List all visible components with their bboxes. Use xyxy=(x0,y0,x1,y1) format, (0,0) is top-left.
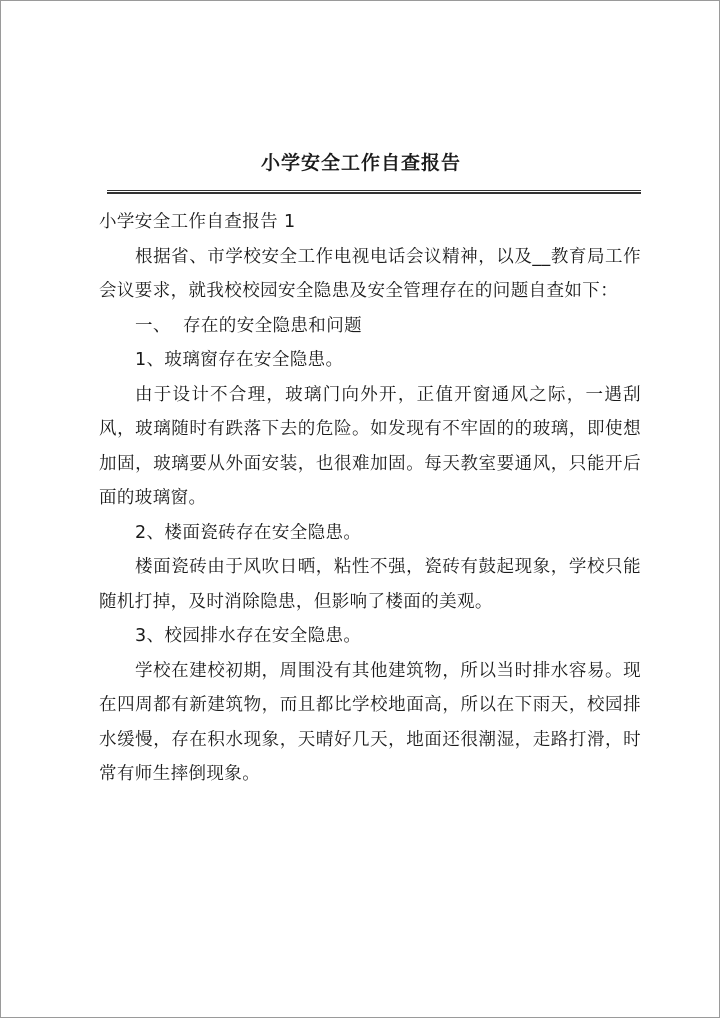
item-heading-3: 3、校园排水存在安全隐患。 xyxy=(135,626,362,646)
item-paragraph-3: 学校在建校初期，周围没有其他建筑物，所以当时排水容易。现在四周都有新建筑物，而且都比学校地面高，所以在下雨天，校园排水缓慢，存在积水现象，天晴好几天，地面还很潮湿，走路打滑，时常有师生摔倒现象。 xyxy=(99,660,641,784)
title-divider xyxy=(107,190,641,194)
item-heading-2: 2、楼面瓷砖存在安全隐患。 xyxy=(135,522,362,543)
section-heading xyxy=(99,309,641,344)
intro-paragraph: 根据省、市学校安全工作电视电话会议精神，以及__教育局工作会议要求，就我校校园安全隐患及安全管理存在的问题自查如下： xyxy=(99,246,641,301)
item-heading-1: 1、玻璃窗存在安全隐患。 xyxy=(135,350,344,370)
document-title: 小学安全工作自查报告 xyxy=(260,152,461,174)
item-paragraph-2: 楼面瓷砖由于风吹日晒，粘性不强，瓷砖有鼓起现象，学校只能随机打掉，及时消除隐患，但影响了楼面的美观。 xyxy=(99,557,641,612)
section-number: 一、 xyxy=(135,315,171,336)
document-body xyxy=(99,205,641,792)
item-paragraph-1: 由于设计不合理，玻璃门向外开，正值开窗通风之际，一遇刮风，玻璃随时有跌落下去的危险。如发现有不牢固的的玻璃，即使想加固，玻璃要从外面安装，也很难加固。每天教室要通风，只能开后面的玻璃窗。 xyxy=(99,384,641,508)
report-subtitle: 小学安全工作自查报告 1 xyxy=(99,212,296,232)
section-heading-text: 存在的安全隐患和问题 xyxy=(183,315,362,336)
